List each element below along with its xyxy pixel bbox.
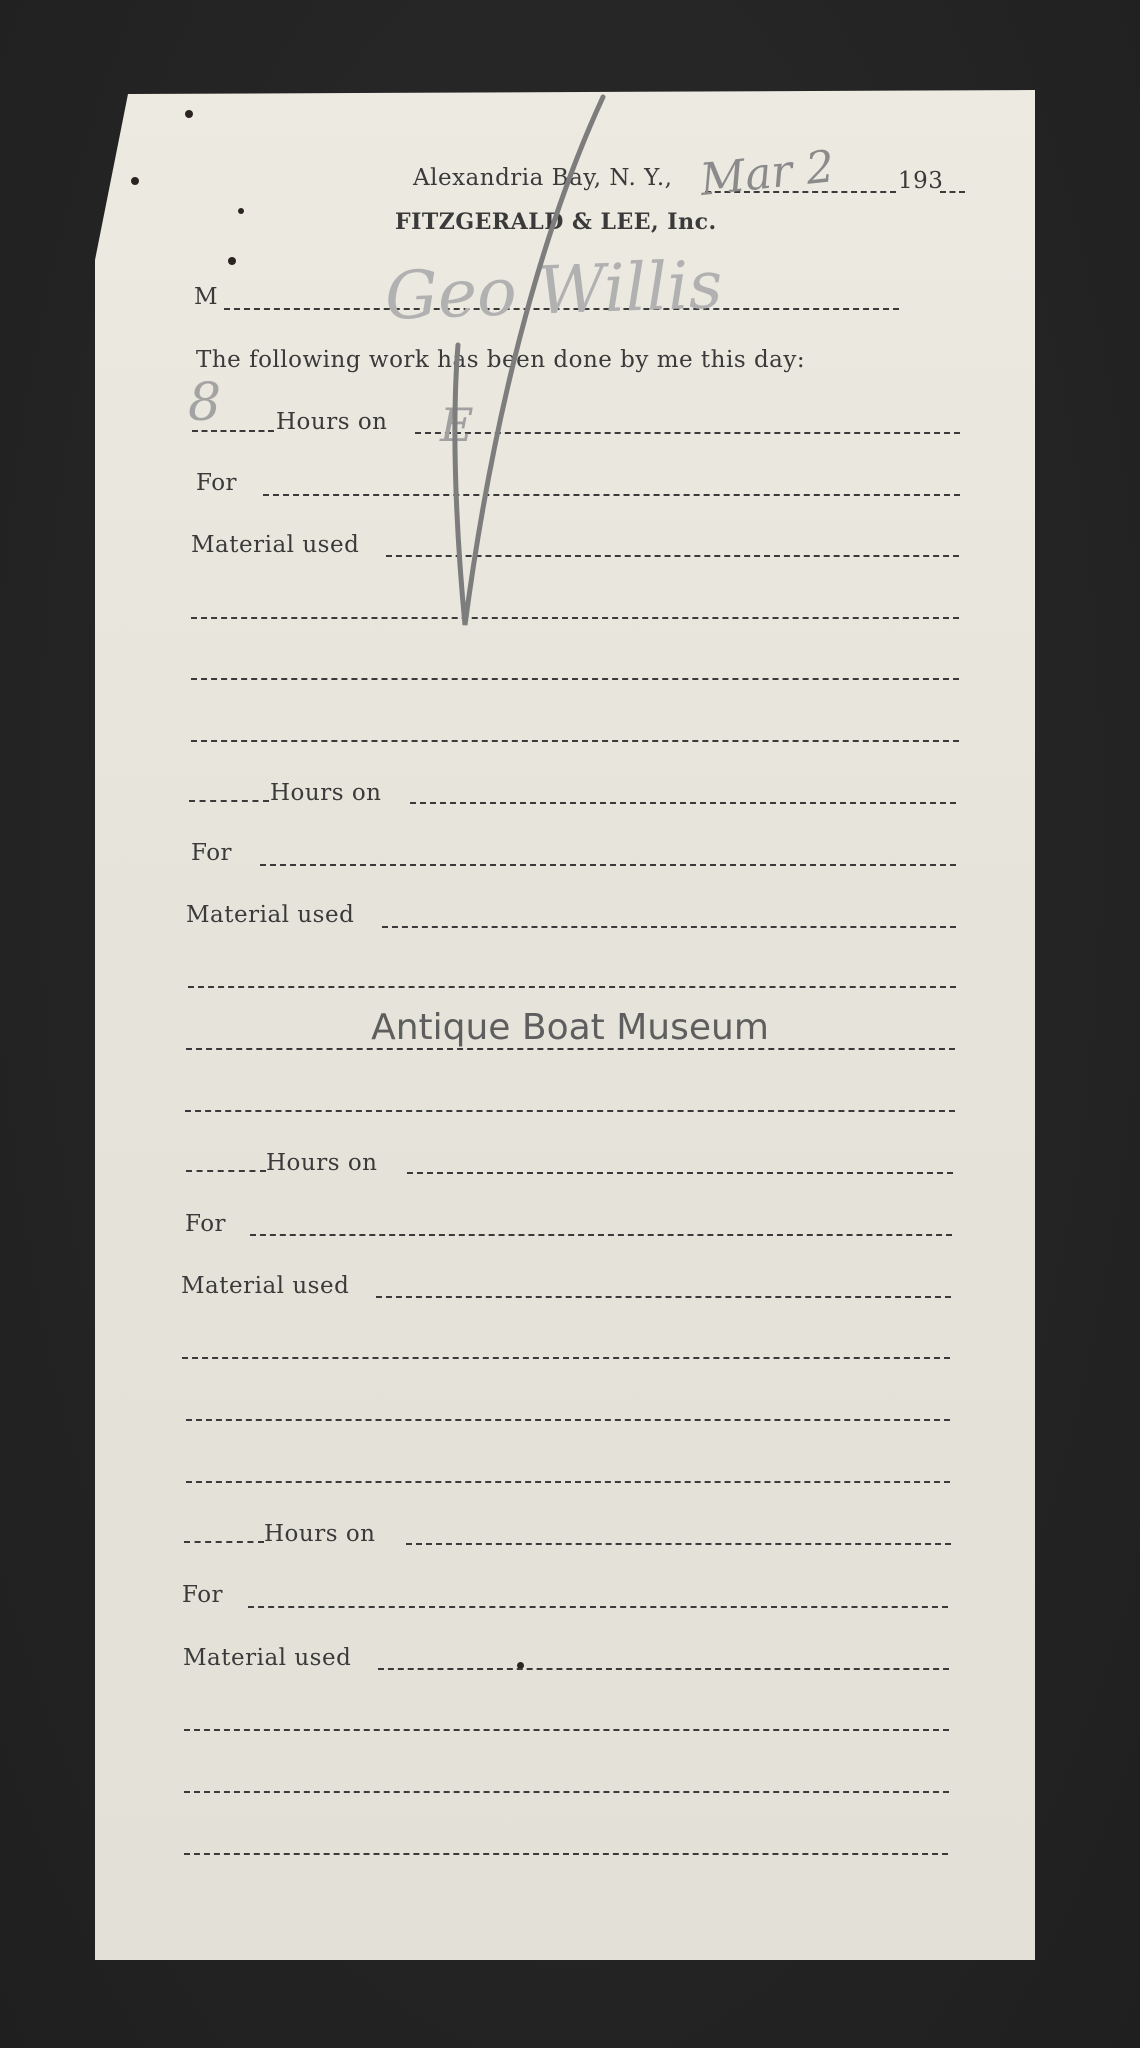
- material-line-1: [386, 555, 959, 557]
- material-label-1: Material used: [191, 532, 360, 558]
- for-label-2: For: [191, 840, 233, 866]
- hours-label-4: Hours on: [264, 1521, 376, 1547]
- hours-on-line-3: [407, 1172, 953, 1174]
- for-label-3: For: [185, 1211, 227, 1237]
- hours-label-3: Hours on: [266, 1150, 378, 1176]
- hours-on-line-2: [410, 802, 956, 804]
- hours-on-line-1: [415, 432, 960, 434]
- extra-line: [191, 740, 959, 742]
- for-line-4: [248, 1606, 948, 1608]
- hours-blank-4: [184, 1541, 264, 1543]
- handwritten-date: Mar 2: [697, 141, 837, 206]
- material-line-4: [378, 1668, 949, 1670]
- handwritten-name: Geo Willis: [383, 246, 724, 335]
- extra-line: [186, 1419, 950, 1421]
- handwritten-hours: 8: [188, 373, 222, 433]
- extra-line: [188, 986, 956, 988]
- for-line-2: [260, 864, 956, 866]
- hours-on-line-4: [406, 1543, 951, 1545]
- hours-blank-2: [189, 800, 269, 802]
- hours-label-1: Hours on: [276, 409, 388, 435]
- extra-line: [185, 1110, 955, 1112]
- intro-text: The following work has been done by me this day:: [196, 347, 806, 373]
- extra-line: [184, 1853, 948, 1855]
- extra-line: [191, 617, 959, 619]
- header-year: 193: [898, 168, 944, 194]
- extra-line: [184, 1729, 949, 1731]
- punch-hole: [238, 208, 244, 214]
- material-label-4: Material used: [183, 1645, 352, 1671]
- header-location: Alexandria Bay, N. Y.,: [413, 165, 673, 191]
- punch-hole: [131, 177, 139, 185]
- extra-line: [191, 678, 959, 680]
- material-line-3: [376, 1296, 951, 1298]
- punch-hole: [228, 257, 236, 265]
- for-line-1: [263, 494, 960, 496]
- material-label-2: Material used: [186, 902, 355, 928]
- extra-line: [186, 1048, 955, 1050]
- material-label-3: Material used: [181, 1273, 350, 1299]
- extra-line: [182, 1357, 950, 1359]
- extra-line: [186, 1481, 950, 1483]
- punch-hole: [185, 110, 193, 118]
- watermark: Antique Boat Museum: [371, 1007, 769, 1048]
- company-name: FITZGERALD & LEE, Inc.: [395, 209, 717, 235]
- hours-label-2: Hours on: [270, 780, 382, 806]
- handwritten-hours-on: E: [440, 398, 474, 452]
- hours-blank-3: [186, 1170, 266, 1172]
- for-label-1: For: [196, 470, 238, 496]
- recipient-prefix: M: [194, 284, 219, 310]
- year-line: [940, 191, 965, 193]
- extra-line: [184, 1791, 949, 1793]
- for-label-4: For: [182, 1582, 224, 1608]
- for-line-3: [250, 1234, 952, 1236]
- material-line-2: [382, 926, 956, 928]
